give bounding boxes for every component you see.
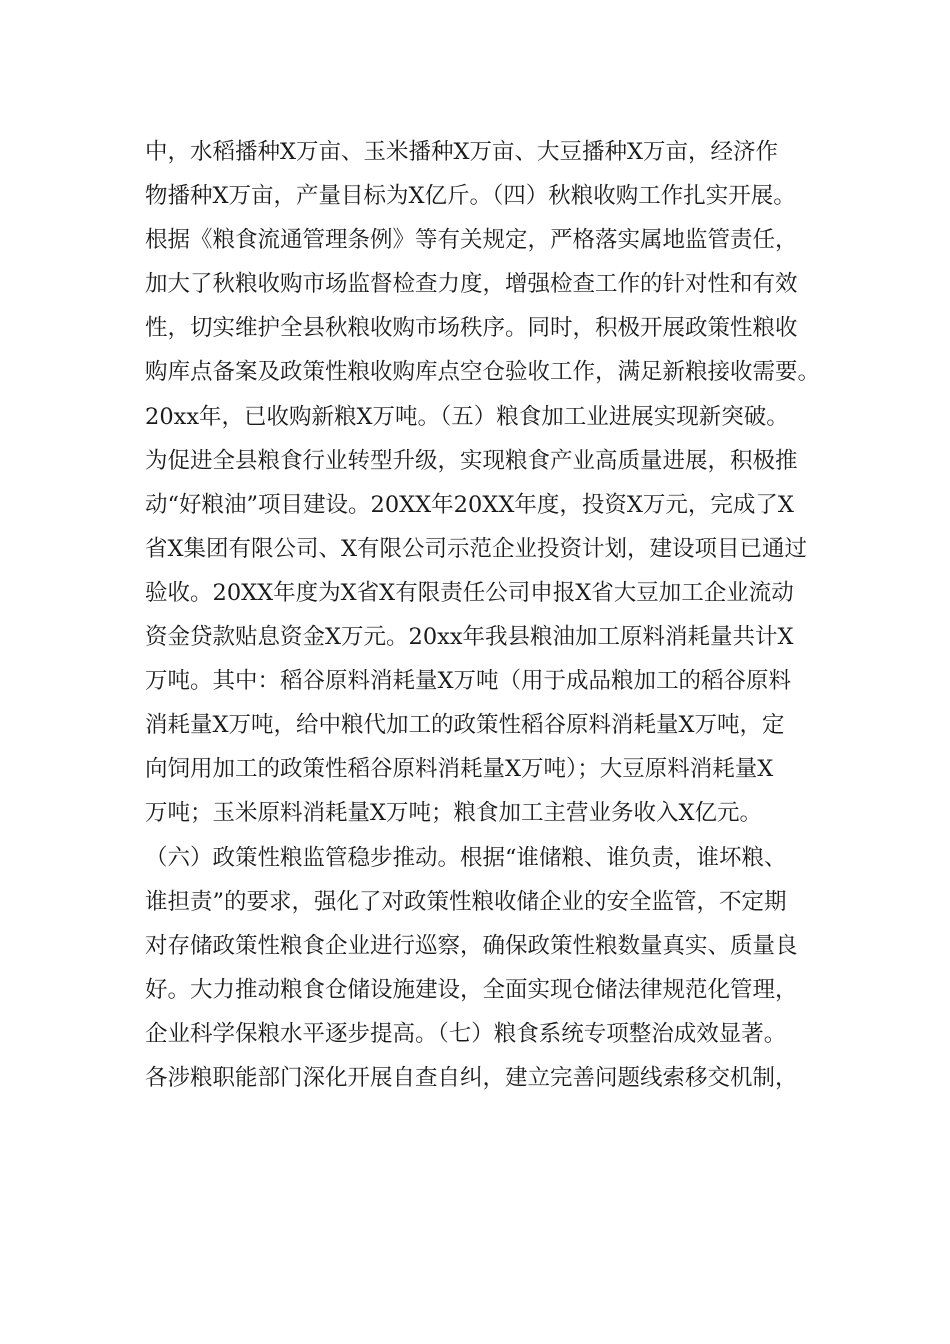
- text-line: 购库点备案及政策性粮收购库点空仓验收工作，满足新粮接收需要。: [145, 359, 821, 386]
- text-line: 动“好粮油”项目建设。20XX年20XX年度，投资X万元，完成了X: [145, 491, 794, 518]
- text-line: （六）政策性粮监管稳步推动。根据“谁储粮、谁负责，谁坏粮、: [145, 844, 787, 871]
- text-line: 省X集团有限公司、X有限公司示范企业投资计划，建设项目已通过: [145, 535, 808, 562]
- text-line: 资金贷款贴息资金X万元。20xx年我县粮油加工原料消耗量共计X: [145, 624, 794, 651]
- text-line: 万吨。其中：稻谷原料消耗量X万吨（用于成品粮加工的稻谷原料: [145, 668, 792, 695]
- body-text: [145, 130, 825, 1100]
- text-line: 根据《粮食流通管理条例》等有关规定，严格落实属地监管责任，: [145, 227, 798, 254]
- text-line: 20xx年，已收购新粮X万吨。（五）粮食加工业进展实现新突破。: [145, 403, 789, 430]
- text-line: 物播种X万亩，产量目标为X亿斤。（四）秋粮收购工作扎实开展。: [145, 183, 796, 210]
- text-line: 对存储政策性粮食企业进行巡察，确保政策性粮数量真实、质量良: [145, 932, 798, 959]
- text-line: 谁担责”的要求，强化了对政策性粮收储企业的安全监管，不定期: [145, 888, 787, 915]
- text-line: 向饲用加工的政策性稻谷原料消耗量X万吨）；大豆原料消耗量X: [145, 756, 774, 783]
- text-line: 加大了秋粮收购市场监督检查力度，增强检查工作的针对性和有效: [145, 271, 798, 298]
- text-line: 好。大力推动粮食仓储设施建设，全面实现仓储法律规范化管理，: [145, 976, 798, 1003]
- text-line: 性，切实维护全县秋粮收购市场秩序。同时，积极开展政策性粮收: [145, 315, 798, 342]
- text-line: 企业科学保粮水平逐步提高。（七）粮食系统专项整治成效显著。: [145, 1020, 787, 1047]
- text-line: 为促进全县粮食行业转型升级，实现粮食产业高质量进展，积极推: [145, 447, 798, 474]
- text-line: 万吨；玉米原料消耗量X万吨；粮食加工主营业务收入X亿元。: [145, 800, 763, 827]
- text-line: 验收。20XX年度为X省X有限责任公司申报X省大豆加工企业流动: [145, 579, 794, 606]
- text-line: 中，水稻播种X万亩、玉米播种X万亩、大豆播种X万亩，经济作: [145, 139, 779, 165]
- text-line: 各涉粮职能部门深化开展自查自纠，建立完善问题线索移交机制，: [145, 1064, 798, 1091]
- text-line: 消耗量X万吨，给中粮代加工的政策性稻谷原料消耗量X万吨，定: [145, 712, 785, 739]
